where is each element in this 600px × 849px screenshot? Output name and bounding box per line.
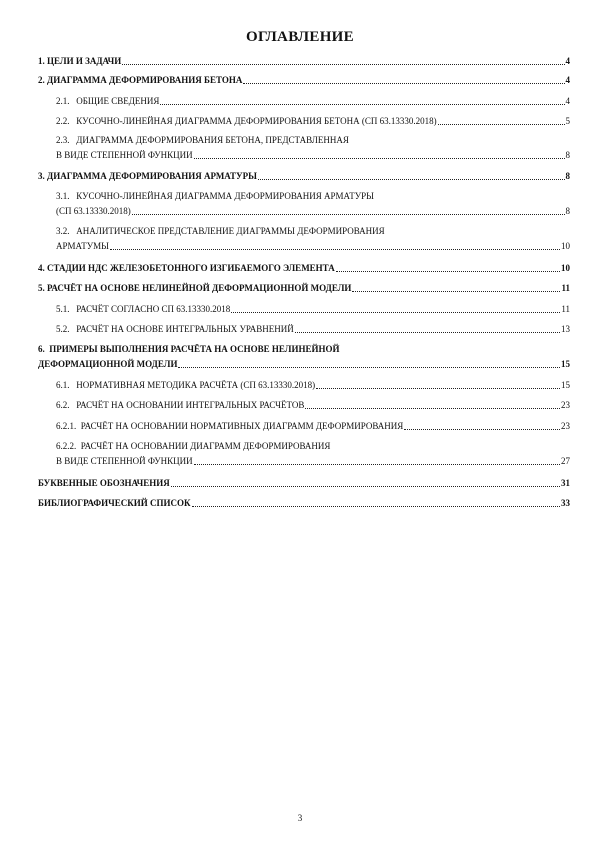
toc-page-number: 31 <box>561 478 570 488</box>
toc-page-number: 4 <box>565 56 570 66</box>
toc-entry-text: (СП 63.13330.2018) <box>56 206 131 216</box>
dot-leader <box>243 82 564 84</box>
toc-entry-text: СТАДИИ НДС ЖЕЛЕЗОБЕТОННОГО ИЗГИБАЕМОГО ЭЛЕМЕНТА <box>47 263 335 273</box>
toc-entry-text: БУКВЕННЫЕ ОБОЗНАЧЕНИЯ <box>38 478 170 488</box>
toc-entry-6-1[interactable]: 6.1. НОРМАТИВНАЯ МЕТОДИКА РАСЧЁТА (СП 63.13330.2018) 15 <box>56 380 570 390</box>
dot-leader <box>160 103 564 105</box>
toc-entry-2[interactable]: 2. ДИАГРАММА ДЕФОРМИРОВАНИЯ БЕТОНА 4 <box>38 75 570 85</box>
toc-entry-text: БИБЛИОГРАФИЧЕСКИЙ СПИСОК <box>38 498 191 508</box>
toc-entry-3[interactable]: 3. ДИАГРАММА ДЕФОРМИРОВАНИЯ АРМАТУРЫ 8 <box>38 171 570 181</box>
toc-entry-text: ДИАГРАММА ДЕФОРМИРОВАНИЯ АРМАТУРЫ <box>47 171 257 181</box>
toc-entry-5[interactable]: 5. РАСЧЁТ НА ОСНОВЕ НЕЛИНЕЙНОЙ ДЕФОРМАЦИОННОЙ МОДЕЛИ 11 <box>38 283 570 293</box>
toc-entry-text: В ВИДЕ СТЕПЕННОЙ ФУНКЦИИ <box>56 456 193 466</box>
dot-leader <box>122 63 564 65</box>
dot-leader <box>231 311 560 313</box>
toc-entry-3-1-line1: 3.1. КУСОЧНО-ЛИНЕЙНАЯ ДИАГРАММА ДЕФОРМИРОВАНИЯ АРМАТУРЫ <box>56 191 374 201</box>
toc-entry-text: ДИАГРАММА ДЕФОРМИРОВАНИЯ БЕТОНА <box>47 75 243 85</box>
toc-entry-3-2[interactable] <box>56 241 570 252</box>
dot-leader <box>258 178 565 180</box>
toc-entry-text: ЦЕЛИ И ЗАДАЧИ <box>47 56 122 66</box>
dot-leader <box>178 366 560 368</box>
dot-leader <box>438 123 565 125</box>
toc-page-number: 27 <box>561 456 570 466</box>
toc-entry-3-2-line1: 3.2. АНАЛИТИЧЕСКОЕ ПРЕДСТАВЛЕНИЕ ДИАГРАММЫ ДЕФОРМИРОВАНИЯ <box>56 226 385 236</box>
toc-entry-4[interactable]: 4. СТАДИИ НДС ЖЕЛЕЗОБЕТОННОГО ИЗГИБАЕМОГО ЭЛЕМЕНТА 10 <box>38 263 570 273</box>
toc-entry-2-3[interactable] <box>56 150 570 161</box>
toc-page-number: 11 <box>561 304 570 314</box>
toc-page-number: 11 <box>561 283 570 293</box>
toc-entry-text: КУСОЧНО-ЛИНЕЙНАЯ ДИАГРАММА ДЕФОРМИРОВАНИЯ БЕТОНА (СП 63.13330.2018) <box>76 116 437 126</box>
toc-page-number: 15 <box>561 359 570 369</box>
dot-leader <box>404 428 560 430</box>
toc-entry-2-2[interactable]: 2.2. КУСОЧНО-ЛИНЕЙНАЯ ДИАГРАММА ДЕФОРМИРОВАНИЯ БЕТОНА (СП 63.13330.2018) 5 <box>56 116 570 126</box>
toc-entry-text: РАСЧЁТ НА ОСНОВЕ НЕЛИНЕЙНОЙ ДЕФОРМАЦИОННОЙ МОДЕЛИ <box>47 283 352 293</box>
toc-page-number: 23 <box>561 421 570 431</box>
dot-leader <box>192 505 560 507</box>
toc-entry-text: АРМАТУМЫ <box>56 241 109 251</box>
toc-entry-6[interactable] <box>38 359 570 370</box>
toc-entry-5-1[interactable]: 5.1. РАСЧЁТ СОГЛАСНО СП 63.13330.2018 11 <box>56 304 570 314</box>
dot-leader <box>132 213 565 215</box>
toc-entry-notation[interactable] <box>38 478 570 489</box>
dot-leader <box>194 157 565 159</box>
toc-entry-6-2-2-line1: 6.2.2. РАСЧЁТ НА ОСНОВАНИИ ДИАГРАММ ДЕФОРМИРОВАНИЯ <box>56 441 331 451</box>
toc-entry-bibliography[interactable] <box>38 498 570 509</box>
toc-entry-6-2-1[interactable]: 6.2.1. РАСЧЁТ НА ОСНОВАНИИ НОРМАТИВНЫХ ДИАГРАММ ДЕФОРМИРОВАНИЯ 23 <box>56 421 570 431</box>
dot-leader <box>194 463 560 465</box>
toc-entry-text: РАСЧЁТ НА ОСНОВАНИИ НОРМАТИВНЫХ ДИАГРАММ ДЕФОРМИРОВАНИЯ <box>80 421 404 431</box>
toc-entry-5-2[interactable]: 5.2. РАСЧЁТ НА ОСНОВЕ ИНТЕГРАЛЬНЫХ УРАВНЕНИЙ 13 <box>56 324 570 334</box>
toc-page-number: 5 <box>565 116 570 126</box>
toc-entry-2-1[interactable]: 2.1. ОБЩИЕ СВЕДЕНИЯ 4 <box>56 96 570 106</box>
toc-entry-text: РАСЧЁТ НА ОСНОВЕ ИНТЕГРАЛЬНЫХ УРАВНЕНИЙ <box>76 324 294 334</box>
toc-page-number: 15 <box>561 380 570 390</box>
page-number: 3 <box>297 813 303 823</box>
toc-page-number: 4 <box>565 96 570 106</box>
page-title: ОГЛАВЛЕНИЕ <box>246 29 354 45</box>
toc-entry-6-line1: 6. ПРИМЕРЫ ВЫПОЛНЕНИЯ РАСЧЁТА НА ОСНОВЕ НЕЛИНЕЙНОЙ <box>38 344 340 354</box>
toc-page-number: 10 <box>561 241 570 251</box>
dot-leader <box>110 248 560 250</box>
toc-entry-text: НОРМАТИВНАЯ МЕТОДИКА РАСЧЁТА (СП 63.13330.2018) <box>76 380 316 390</box>
toc-entry-text: ДЕФОРМАЦИОННОЙ МОДЕЛИ <box>38 359 178 369</box>
toc-entry-2-3-line1: 2.3. ДИАГРАММА ДЕФОРМИРОВАНИЯ БЕТОНА, ПРЕДСТАВЛЕННАЯ <box>56 135 349 145</box>
toc-page-number: 10 <box>561 263 570 273</box>
dot-leader <box>316 387 560 389</box>
toc-entry-text: ОБЩИЕ СВЕДЕНИЯ <box>76 96 160 106</box>
toc-entry-text: РАСЧЁТ НА ОСНОВАНИИ ИНТЕГРАЛЬНЫХ РАСЧЁТОВ <box>76 400 305 410</box>
toc-page-number: 8 <box>565 206 570 216</box>
toc-entry-6-2-2[interactable] <box>56 456 570 467</box>
dot-leader <box>295 331 560 333</box>
toc-entry-6-2[interactable]: 6.2. РАСЧЁТ НА ОСНОВАНИИ ИНТЕГРАЛЬНЫХ РАСЧЁТОВ 23 <box>56 400 570 410</box>
toc-page-number: 23 <box>561 400 570 410</box>
toc-page-number: 4 <box>565 75 570 85</box>
toc-page-number: 13 <box>561 324 570 334</box>
toc-page-number: 33 <box>561 498 570 508</box>
dot-leader <box>305 407 560 409</box>
dot-leader <box>171 485 560 487</box>
toc-entry-text: РАСЧЁТ СОГЛАСНО СП 63.13330.2018 <box>76 304 231 314</box>
toc-entry-1[interactable]: 1. ЦЕЛИ И ЗАДАЧИ 4 <box>38 56 570 66</box>
toc-page-number: 8 <box>565 150 570 160</box>
dot-leader <box>352 290 560 292</box>
toc-entry-text: В ВИДЕ СТЕПЕННОЙ ФУНКЦИИ <box>56 150 193 160</box>
dot-leader <box>336 270 560 272</box>
toc-entry-3-1[interactable] <box>56 206 570 217</box>
toc-page-number: 8 <box>565 171 570 181</box>
